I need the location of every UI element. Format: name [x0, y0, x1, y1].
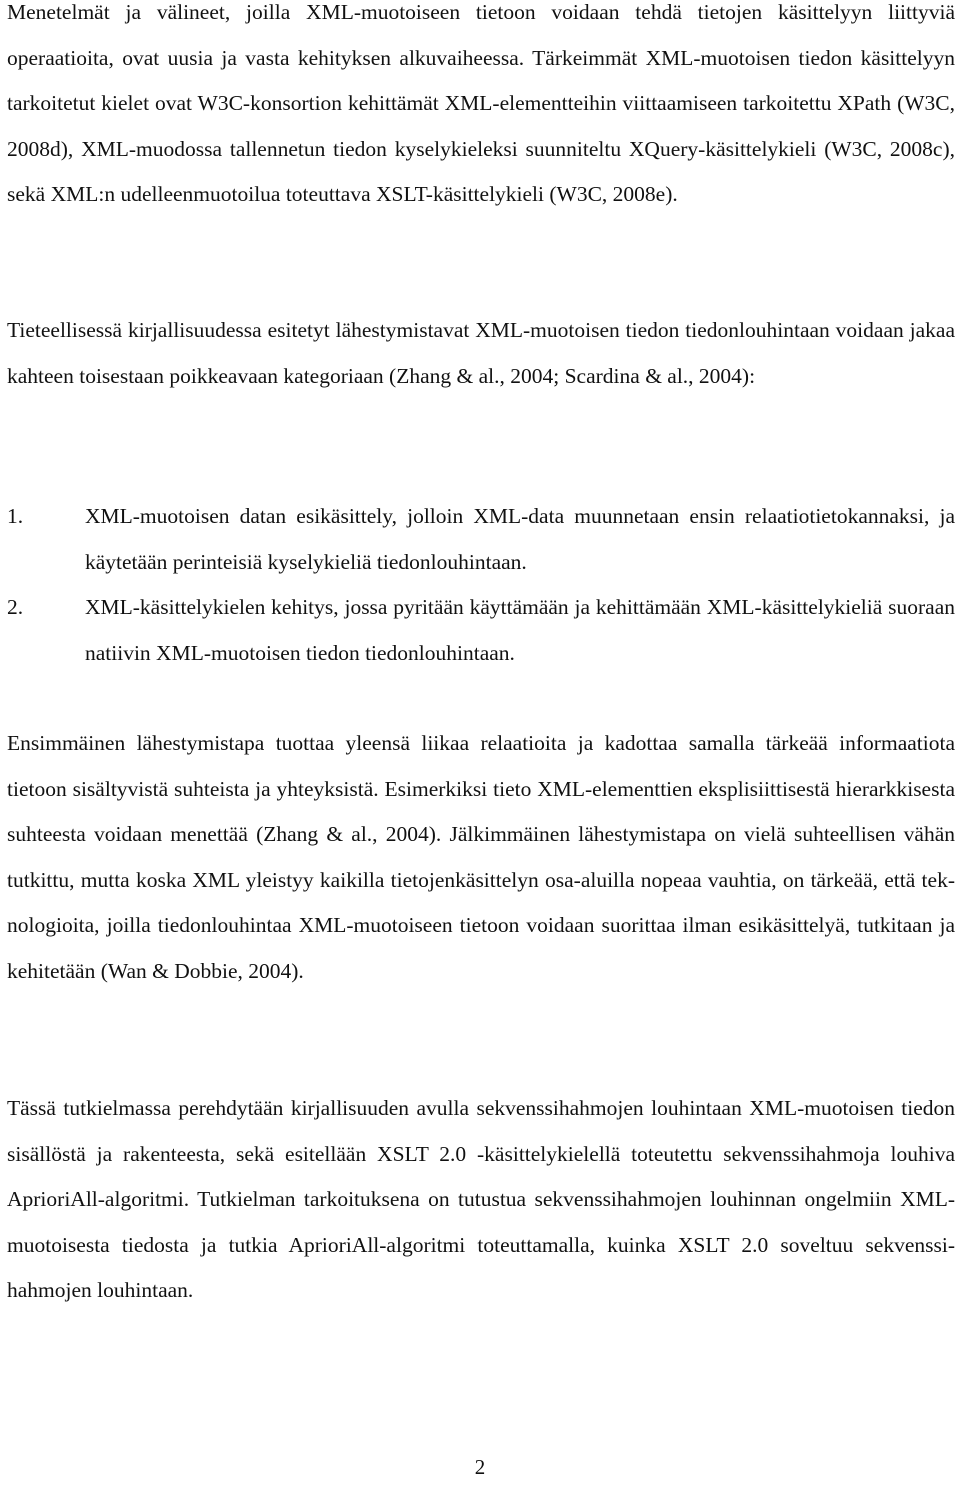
list-item-text: XML-käsittelykielen kehitys, jossa pyritään käyttämään ja kehittämään XML-käsittelykieliä suoraan natiivin XML-muotoisen tiedon tiedonlouhintaan. [85, 595, 955, 665]
paragraph-approaches: Tieteellisessä kirjallisuudessa esitetyt lähestymistavat XML-muotoisen tiedon tiedonlouhintaan voidaan jakaa kahteen toisestaan poikkeavaan kategoriaan (Zhang & al., 2004; Scardina & al., 2004): [7, 318, 955, 388]
list-item-number: 2. [7, 595, 24, 620]
page-number: 2 [474, 1455, 486, 1479]
approach-list [7, 494, 955, 676]
paragraph-comparison: Ensimmäinen lähestymistapa tuottaa yleensä liikaa relaatioita ja kadottaa samalla tärkeää informaatiota tietoon sisältyvistä suhteista ja yhteyksistä. Esimerkiksi tieto XML-elementtien eksplisiittisestä hierarkkisesta suhteesta voidaan menettää (Zhang & al., 2004). Jälkimmäinen lähestymistapa on vielä suhteellisen vähän tutkittu, mutta koska XML yleistyy kaikilla tietojenkäsittelyn osa-aluilla nopeaa vauhtia, on tärkeää, että teknologioita, joilla tiedonlouhintaa XML-muotoiseen tietoon voidaan suorittaa ilman esikäsittelyä, tutkitaan ja kehitetään (Wan & Dobbie, 2004). [7, 731, 955, 983]
paragraph-intro: Menetelmät ja välineet, joilla XML-muotoiseen tietoon voidaan tehdä tietojen käsittelyyn liittyviä operaatioita, ovat uusia ja vasta kehityksen alkuvaiheessa. Tärkeimmät XML-muotoisen tiedon käsittelyyn tarkoitetut kielet ovat W3C-konsortion kehittämät XML-elementteihin viittaamiseen tarkoitettu XPath (W3C, 2008d), XML-muodossa tallennetun tiedon kyselykieleksi suunniteltu XQuery-käsittelykieli (W3C, 2008c), sekä XML:n udelleenmuotoilua toteuttava XSLT-käsittelykieli (W3C, 2008e). [7, 0, 955, 207]
list-item [7, 585, 955, 676]
paragraph-thesis-aim: Tässä tutkielmassa perehdytään kirjallisuuden avulla sekvenssihahmojen louhintaan XML-muotoisen tiedon sisällöstä ja rakenteesta, sekä esitellään XSLT 2.0 -käsittelykielellä toteutettu sekvenssihahmoja louhiva AprioriAll-algoritmi. Tutkielman tarkoituksena on tutustua sekvenssihahmojen louhinnan ongelmiin XML-muotoisesta tiedosta ja tutkia AprioriAll-algoritmi toteuttamalla, kuinka XSLT 2.0 soveltuu sekvenssihahmojen louhintaan. [7, 1096, 955, 1303]
list-item-text: XML-muotoisen datan esikäsittely, jolloin XML-data muunnetaan ensin relaatiotietokannaksi, ja käytetään perinteisiä kyselykieliä tiedonlouhintaan. [85, 504, 955, 574]
list-item [7, 494, 955, 585]
list-item-number: 1. [7, 504, 24, 528]
